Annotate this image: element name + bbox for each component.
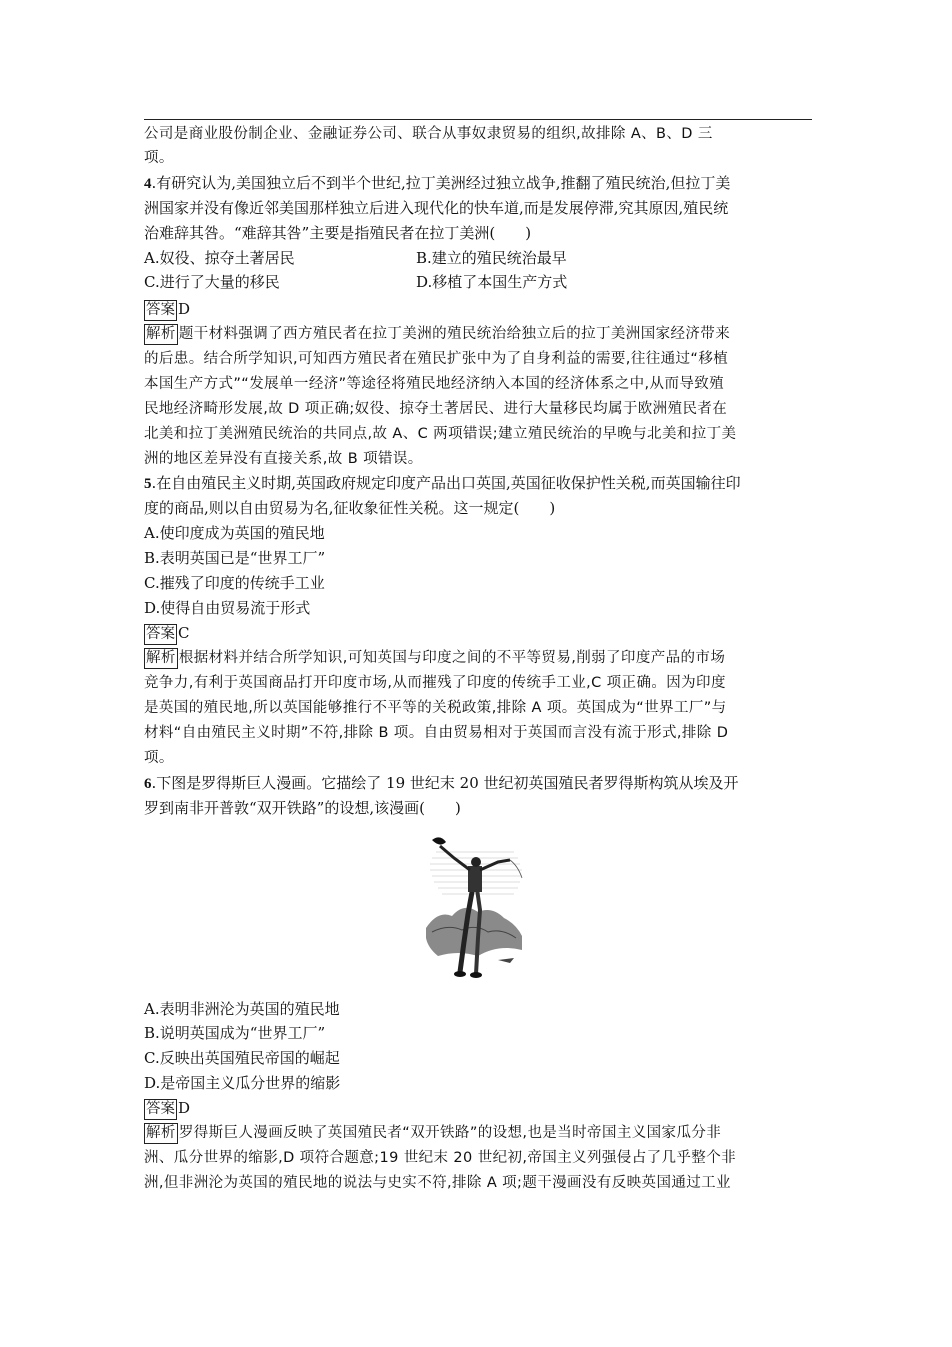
- question-number: 4: [144, 176, 152, 192]
- question-number: 6: [144, 776, 152, 792]
- question-6-analysis: [144, 1121, 812, 1145]
- option-c: C.摧残了印度的传统手工业: [144, 574, 325, 592]
- option-a: A.奴役、掠夺土著居民: [144, 249, 295, 267]
- question-stem-text: .下图是罗得斯巨人漫画。它描绘了 19 世纪末 20 世纪初英国殖民者罗得斯构筑从埃及开: [151, 774, 739, 792]
- analysis-text: 题干材料强调了西方殖民者在拉丁美洲的殖民统治给独立后的拉丁美洲国家经济带来: [178, 326, 731, 342]
- question-6-stem-line: 罗到南非开普敦“双开铁路”的设想,该漫画( ): [144, 799, 461, 817]
- question-4-stem-line: 洲国家并没有像近邻美国那样独立后进入现代化的快车道,而是发展停滞,究其原因,殖民统: [144, 199, 729, 217]
- answer-tag: 答案: [144, 1099, 177, 1120]
- question-4-options-row: [144, 246, 812, 270]
- question-4-options-row: [144, 270, 812, 294]
- option-d: D.是帝国主义瓜分世界的缩影: [144, 1074, 341, 1092]
- prev-explanation-line: 公司是商业股份制企业、金融证券公司、联合从事奴隶贸易的组织,故排除 A、B、D 三: [144, 126, 713, 142]
- answer-value: D: [178, 300, 191, 318]
- analysis-text: 根据材料并结合所学知识,可知英国与印度之间的不平等贸易,削弱了印度产品的市场: [178, 650, 726, 666]
- prev-explanation-line: 项。: [144, 150, 174, 166]
- answer-value: D: [178, 1099, 191, 1117]
- analysis-line: 的后患。结合所学知识,可知西方殖民者在殖民扩张中为了自身利益的需要,往往通过“移植: [144, 351, 729, 367]
- option-d: D.使得自由贸易流于形式: [144, 599, 311, 617]
- question-5-stem: [144, 471, 812, 496]
- analysis-line: 是英国的殖民地,所以英国能够推行不平等的关税政策,排除 A 项。英国成为“世界工厂”与: [144, 700, 727, 716]
- analysis-tag: 解析: [144, 648, 178, 669]
- header-rule: [144, 119, 812, 120]
- answer-value: C: [178, 624, 190, 642]
- option-c: C.反映出英国殖民帝国的崛起: [144, 1049, 340, 1067]
- option-b: B.建立的殖民统治最早: [416, 249, 567, 267]
- question-5-analysis: [144, 646, 812, 670]
- option-b: B.说明英国成为“世界工厂”: [144, 1024, 326, 1042]
- question-4-analysis: [144, 322, 812, 346]
- question-6-stem: [144, 771, 812, 796]
- option-a: A.使印度成为英国的殖民地: [144, 524, 325, 542]
- analysis-line: 洲、瓜分世界的缩影,D 项符合题意;19 世纪末 20 世纪初,帝国主义列强侵占了几乎整个非: [144, 1150, 737, 1166]
- question-4-stem: [144, 171, 812, 196]
- option-b: B.表明英国已是“世界工厂”: [144, 549, 326, 567]
- analysis-line: 材料“自由殖民主义时期”不符,排除 B 项。自由贸易相对于英国而言没有流于形式,排除 D: [144, 725, 729, 741]
- analysis-line: 洲的地区差异没有直接关系,故 B 项错误。: [144, 451, 423, 467]
- analysis-line: 竞争力,有利于英国商品打开印度市场,从而摧残了印度的传统手工业,C 项正确。因为印度: [144, 675, 726, 691]
- rhodes-colossus-cartoon: [418, 832, 530, 982]
- answer-tag: 答案: [144, 624, 177, 645]
- question-number: 5: [144, 476, 152, 492]
- analysis-tag: 解析: [144, 324, 178, 345]
- analysis-line: 北美和拉丁美洲殖民统治的共同点,故 A、C 两项错误;建立殖民统治的早晚与北美和拉丁美: [144, 426, 737, 442]
- analysis-line: 项。: [144, 750, 174, 766]
- question-5-answer: [144, 621, 812, 645]
- question-4-answer: [144, 297, 812, 321]
- option-d: D.移植了本国生产方式: [416, 273, 568, 291]
- question-4-stem-line: 治难辞其咎。“难辞其咎”主要是指殖民者在拉丁美洲( ): [144, 224, 532, 242]
- option-c: C.进行了大量的移民: [144, 273, 280, 291]
- analysis-line: 本国生产方式”“发展单一经济”等途径将殖民地经济纳入本国的经济体系之中,从而导致殖: [144, 376, 725, 392]
- question-stem-text: .有研究认为,美国独立后不到半个世纪,拉丁美洲经过独立战争,推翻了殖民统治,但拉丁美: [151, 174, 731, 192]
- answer-tag: 答案: [144, 300, 177, 321]
- option-a: A.表明非洲沦为英国的殖民地: [144, 1000, 340, 1018]
- analysis-line: 洲,但非洲沦为英国的殖民地的说法与史实不符,排除 A 项;题干漫画没有反映英国通过工业: [144, 1175, 731, 1191]
- analysis-line: 民地经济畸形发展,故 D 项正确;奴役、掠夺土著居民、进行大量移民均属于欧洲殖民者在: [144, 401, 728, 417]
- analysis-text: 罗得斯巨人漫画反映了英国殖民者“双开铁路”的设想,也是当时帝国主义国家瓜分非: [178, 1125, 722, 1141]
- question-6-answer: [144, 1096, 812, 1120]
- analysis-tag: 解析: [144, 1123, 178, 1144]
- question-stem-text: .在自由殖民主义时期,英国政府规定印度产品出口英国,英国征收保护性关税,而英国输往印: [151, 474, 741, 492]
- question-5-stem-line: 度的商品,则以自由贸易为名,征收象征性关税。这一规定( ): [144, 499, 556, 517]
